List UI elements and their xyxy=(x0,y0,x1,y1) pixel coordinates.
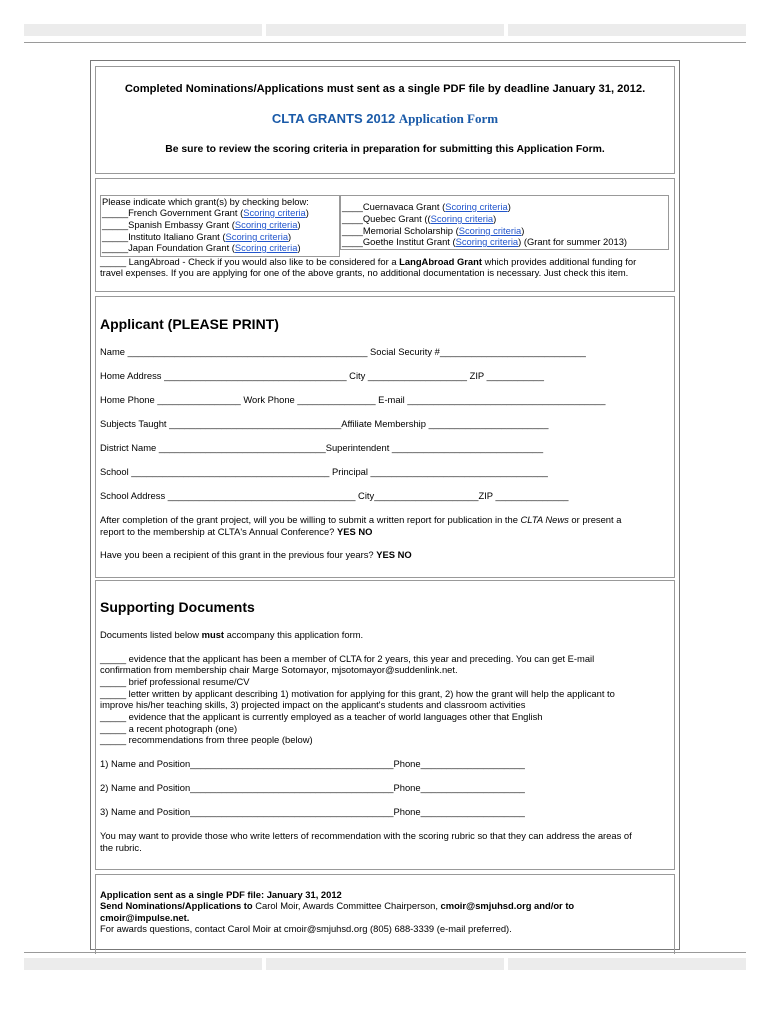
reference-1-field[interactable]: 1) Name and Position_______________________________________Phone____________________ xyxy=(100,758,525,769)
submission-send-to xyxy=(100,900,574,911)
scoring-criteria-link[interactable]: Scoring criteria xyxy=(243,207,306,218)
scoring-criteria-link[interactable]: Scoring criteria xyxy=(225,231,289,242)
grant-italian[interactable] xyxy=(102,231,291,242)
grant-instruction: Please indicate which grant(s) by checking below: xyxy=(102,196,309,207)
reference-3-field[interactable]: 3) Name and Position_______________________________________Phone____________________ xyxy=(100,806,525,817)
langabroad-line1[interactable] xyxy=(100,256,636,267)
doc-item: confirmation from membership chair Marge Sotomayor, mjsotomayor@suddenlink.net. xyxy=(100,664,458,675)
grant-suffix: ) xyxy=(288,231,292,242)
scoring-criteria-link[interactable]: Scoring criteria xyxy=(445,201,508,212)
bottom-toolbar xyxy=(24,958,746,970)
title-sub: Application Form xyxy=(398,111,499,126)
recipient-question xyxy=(100,549,412,560)
grant-suffix: ) xyxy=(297,219,301,230)
rubric-note-line1: You may want to provide those who write letters of recommendation with the scoring rubric so that they can address the areas of xyxy=(100,830,632,841)
doc-item[interactable]: _____ evidence that the applicant is currently employed as a teacher of world languages other that English xyxy=(100,711,543,722)
grant-label: _____French Government Grant ( xyxy=(102,207,244,218)
grant-label: ____Cuernavaca Grant ( xyxy=(342,201,446,212)
form-title xyxy=(96,113,674,124)
grant-suffix: ) xyxy=(521,225,525,236)
doc-item[interactable]: _____ brief professional resume/CV xyxy=(100,676,250,687)
report-text: After completion of the grant project, will you be willing to submit a written report for publication in the xyxy=(100,514,521,525)
recipient-yes-no[interactable]: YES NO xyxy=(376,549,412,560)
name-ssn-field[interactable]: Name ______________________________________________ Social Security #____________________________ xyxy=(100,346,586,357)
grant-label: _____Spanish Embassy Grant ( xyxy=(102,219,235,230)
alt-email[interactable]: cmoir@impulse.net. xyxy=(100,912,190,923)
doc-item[interactable]: _____ recommendations from three people (below) xyxy=(100,734,313,745)
grant-spanish[interactable] xyxy=(102,219,301,230)
supporting-intro xyxy=(100,629,363,640)
district-field[interactable]: District Name ________________________________Superintendent _____________________________ xyxy=(100,442,544,453)
home-address-field[interactable]: Home Address ___________________________________ City ___________________ ZIP ___________ xyxy=(100,370,544,381)
langabroad-text: _____ LangAbroad - Check if you would also like to be considered for a xyxy=(100,256,400,267)
doc-item[interactable]: _____ a recent photograph (one) xyxy=(100,723,238,734)
grant-suffix: ) xyxy=(493,213,497,224)
grant-label: _____Instituto Italiano Grant ( xyxy=(102,231,226,242)
rubric-note-line2: the rubric. xyxy=(100,842,142,853)
subjects-field[interactable]: Subjects Taught _________________________________Affiliate Membership _______________________ xyxy=(100,418,549,429)
grant-quebec[interactable] xyxy=(342,213,496,224)
supporting-heading: Supporting Documents xyxy=(100,599,255,615)
school-address-field[interactable]: School Address ____________________________________ City____________________ZIP ______________ xyxy=(100,490,569,501)
recipient-text: Have you been a recipient of this grant in the previous four years? xyxy=(100,549,377,560)
grant-label: ____Memorial Scholarship ( xyxy=(342,225,459,236)
doc-item[interactable]: _____ evidence that the applicant has been a member of CLTA for 2 years, this year and preceding. You can get E-mail xyxy=(100,653,595,664)
scoring-criteria-link[interactable]: Scoring criteria xyxy=(455,236,519,247)
intro-must: must xyxy=(201,629,225,640)
report-text-end: or present a xyxy=(568,514,622,525)
intro-text: Documents listed below xyxy=(100,629,202,640)
scoring-criteria-link[interactable]: Scoring criteria xyxy=(458,225,522,236)
applicant-heading: Applicant (PLEASE PRINT) xyxy=(100,316,279,332)
grant-cuernavaca[interactable] xyxy=(342,201,511,212)
grant-memorial[interactable] xyxy=(342,225,524,236)
intro-text-end: accompany this application form. xyxy=(224,629,364,640)
send-to-email[interactable]: cmoir@smjuhsd.org and/or to xyxy=(440,900,575,911)
langabroad-line2: travel expenses. If you are applying for one of the above grants, no additional documentation is necessary. Just check this item. xyxy=(100,267,629,278)
grant-french[interactable] xyxy=(102,207,309,218)
submission-deadline: Application sent as a single PDF file: January 31, 2012 xyxy=(100,889,342,900)
send-to-label: Send Nominations/Applications to xyxy=(100,900,253,911)
grant-suffix: ) xyxy=(507,201,511,212)
report-text: report to the membership at CLTA's Annual Conference? xyxy=(100,526,337,537)
send-to-name: Carol Moir, Awards Committee Chairperson, xyxy=(252,900,441,911)
doc-item[interactable]: _____ letter written by applicant describing 1) motivation for applying for this grant, 2) how the grant will help the applicant to xyxy=(100,688,615,699)
doc-item: improve his/her teaching skills, 3) projected impact on the applicant's students and classroom activities xyxy=(100,699,526,710)
school-field[interactable]: School ______________________________________ Principal __________________________________ xyxy=(100,466,548,477)
scoring-criteria-link[interactable]: Scoring criteria xyxy=(234,219,298,230)
grant-suffix: ) xyxy=(305,207,309,218)
review-notice: Be sure to review the scoring criteria in preparation for submitting this Application Form. xyxy=(165,144,605,155)
grant-label: ____Quebec Grant (( xyxy=(342,213,431,224)
header-section xyxy=(95,66,675,174)
grant-label: ____Goethe Institut Grant ( xyxy=(342,236,456,247)
reference-2-field[interactable]: 2) Name and Position_______________________________________Phone____________________ xyxy=(100,782,525,793)
grant-label: _____Japan Foundation Grant ( xyxy=(102,242,235,253)
langabroad-text-end: which provides additional funding for xyxy=(481,256,637,267)
deadline-notice: Completed Nominations/Applications must sent as a single PDF file by deadline January 31, 2012. xyxy=(124,83,646,95)
title-main: CLTA GRANTS 2012 xyxy=(271,111,396,126)
grant-suffix: ) (Grant for summer 2013) xyxy=(518,236,628,247)
scoring-criteria-link[interactable]: Scoring criteria xyxy=(430,213,494,224)
report-yes-no[interactable]: YES NO xyxy=(336,526,373,537)
scoring-criteria-link[interactable]: Scoring criteria xyxy=(234,242,298,253)
contact-info: For awards questions, contact Carol Moir at cmoir@smjuhsd.org (805) 688-3339 (e-mail preferred). xyxy=(100,923,512,934)
top-rule xyxy=(24,42,746,43)
top-toolbar xyxy=(24,24,746,36)
grant-suffix: ) xyxy=(297,242,301,253)
report-question-line2 xyxy=(100,526,372,537)
grant-japan[interactable] xyxy=(102,242,301,253)
langabroad-grant-name: LangAbroad Grant xyxy=(399,256,482,267)
clta-news: CLTA News xyxy=(520,514,569,525)
grant-goethe[interactable] xyxy=(342,236,627,247)
phone-email-field[interactable]: Home Phone ________________ Work Phone _______________ E-mail ______________________________________ xyxy=(100,394,606,405)
bottom-rule xyxy=(24,952,746,953)
report-question-line1 xyxy=(100,514,621,525)
